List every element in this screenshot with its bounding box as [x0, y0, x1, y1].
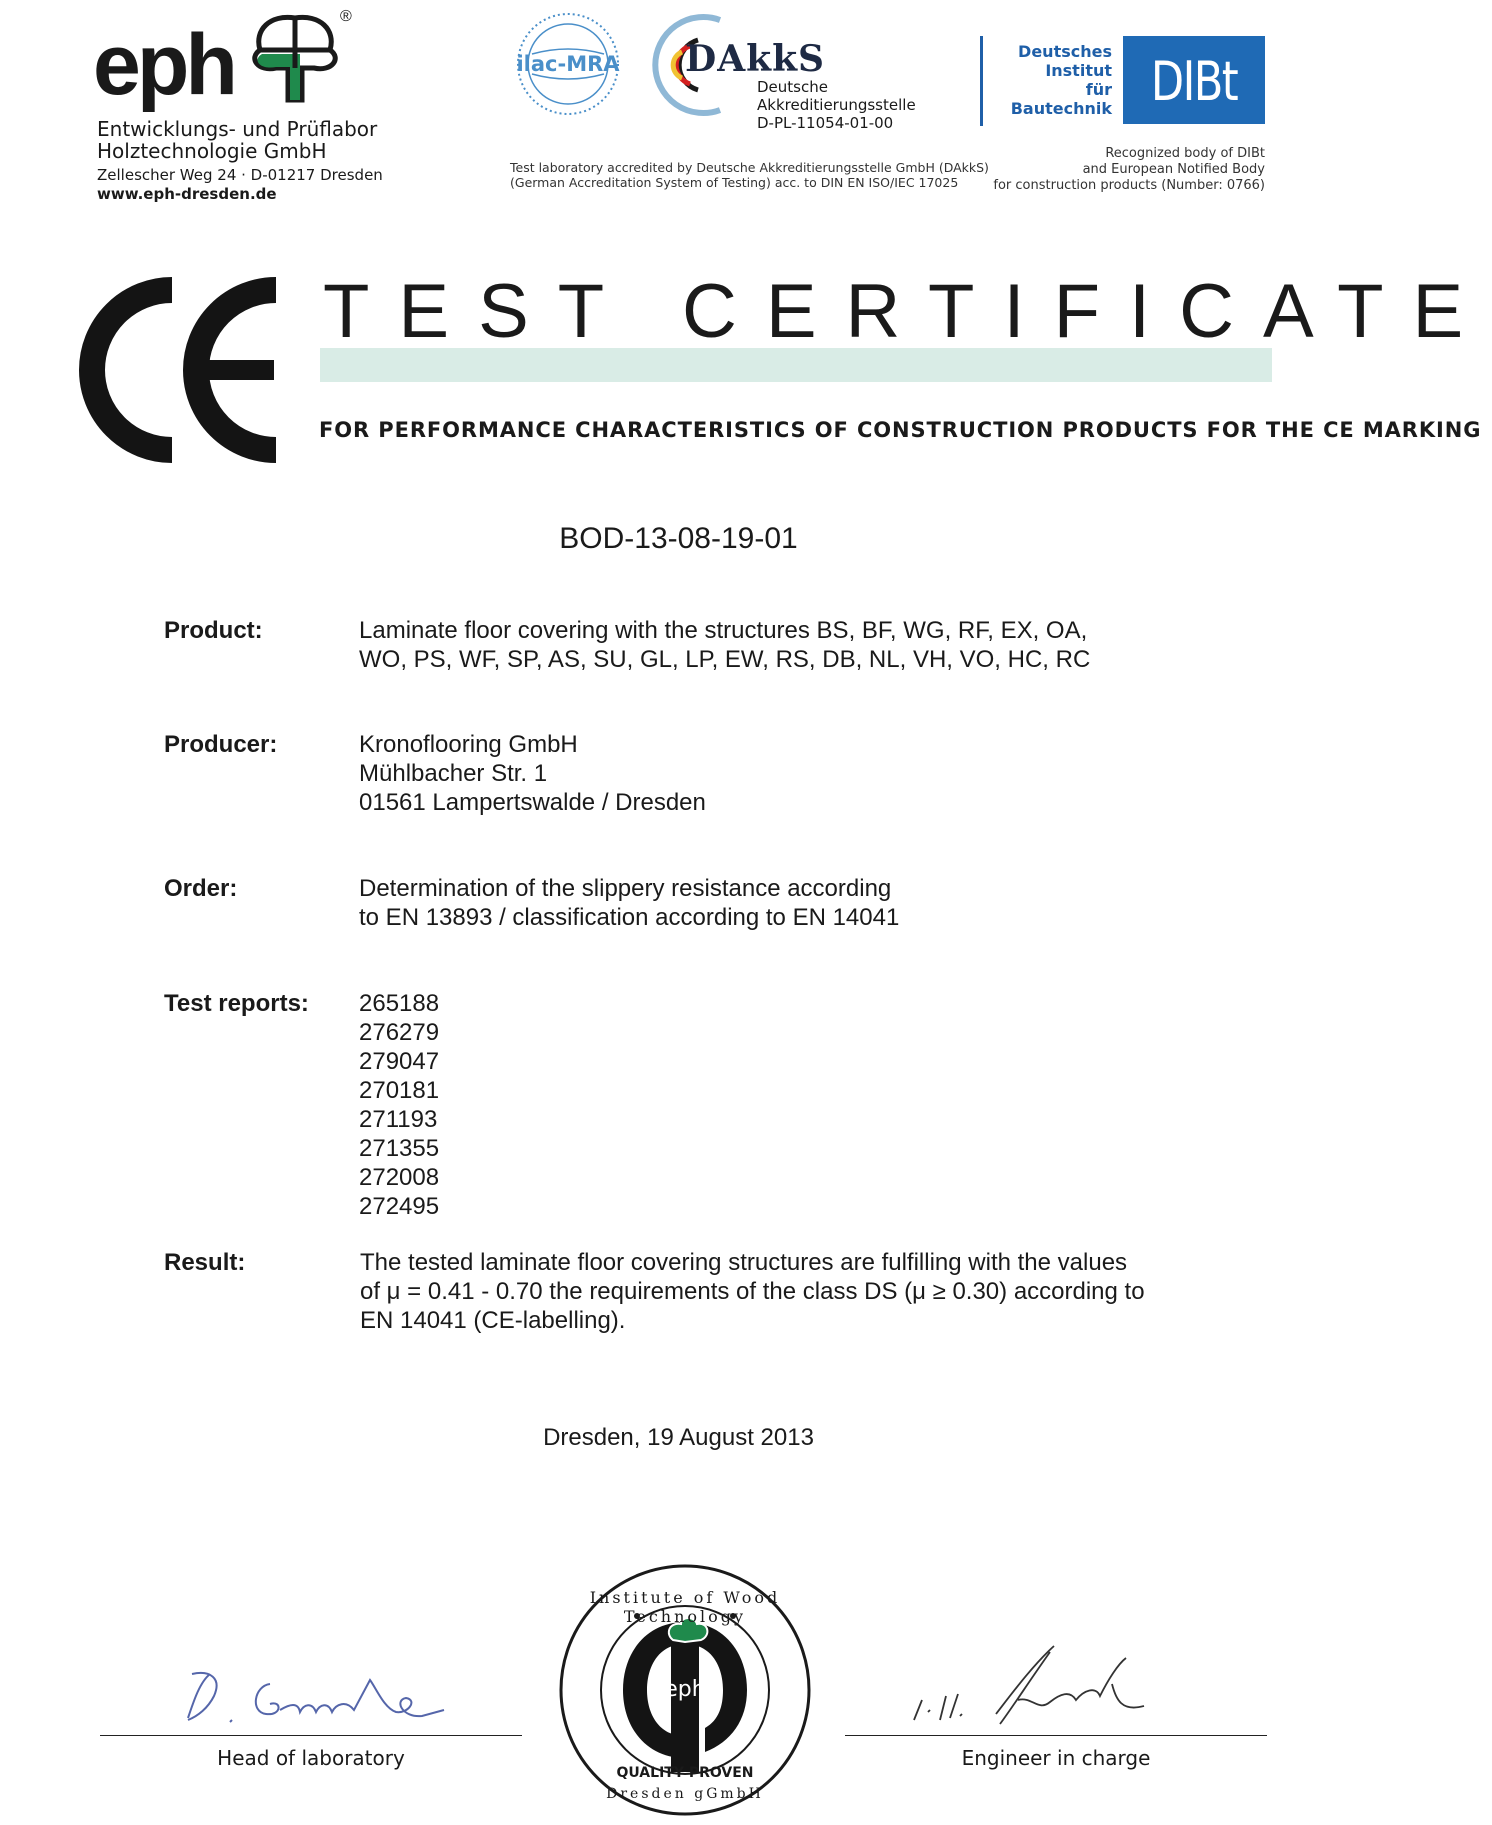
dibt-logo-text: DIBt [1150, 50, 1238, 113]
test-report-number: 276279 [359, 1019, 440, 1046]
test-report-number: 272008 [359, 1164, 440, 1191]
dibt-divider [980, 36, 983, 126]
head-of-laboratory-caption: Head of laboratory [217, 1746, 405, 1770]
dakks-line: Deutsche [757, 78, 828, 96]
dakks-line: D-PL-11054-01-00 [757, 114, 894, 132]
ilac-mra-logo [512, 8, 624, 120]
producer-label: Producer: [164, 731, 278, 758]
producer-line: Kronoflooring GmbH [359, 731, 578, 758]
result-line: EN 14041 (CE-labelling). [360, 1307, 626, 1334]
product-value [359, 616, 1090, 674]
order-line: to EN 13893 / classification according to EN 14041 [359, 904, 900, 931]
dibt-name-line: Deutsches [1018, 42, 1112, 61]
test-reports-label: Test reports: [164, 990, 309, 1017]
eph-address: Zellescher Weg 24 · D-01217 Dresden [97, 166, 383, 184]
eph-tree-icon [240, 10, 350, 110]
certificate-number: BOD-13-08-19-01 [559, 522, 798, 555]
producer-line: Mühlbacher Str. 1 [359, 760, 548, 787]
eph-lab-line: Entwicklungs- und Prüflabor [97, 117, 378, 141]
eph-lab-line: Holztechnologie GmbH [97, 139, 327, 163]
dakks-details [757, 78, 916, 132]
test-report-number: 265188 [359, 990, 440, 1017]
seal-bottom-text: QUALITY PROVEN [616, 1765, 754, 1781]
seal-city-text: Dresden gGmbH [606, 1786, 764, 1802]
dakks-logo-text: DAkkS [685, 38, 826, 80]
order-label: Order: [164, 875, 238, 902]
right-signature-line [845, 1735, 1267, 1736]
left-signature-line [100, 1735, 522, 1736]
engineer-in-charge-caption: Engineer in charge [961, 1746, 1151, 1770]
product-line: WO, PS, WF, SP, AS, SU, GL, LP, EW, RS, DB, NL, VH, VO, HC, RC [359, 646, 1091, 673]
dakks-line: Akkreditierungsstelle [757, 96, 916, 114]
quality-seal [555, 1560, 815, 1809]
seal-top-text: Institute of Wood Technology [589, 1588, 781, 1626]
eph-website: www.eph-dresden.de [97, 185, 277, 203]
order-line: Determination of the slippery resistance according [359, 875, 892, 902]
recognition-line: and European Notified Body [1082, 162, 1265, 177]
left-signature [170, 1660, 460, 1732]
seal-center-text: eph [664, 1677, 706, 1702]
eph-logo [90, 10, 350, 120]
test-report-number: 272495 [359, 1193, 440, 1220]
order-value [359, 874, 899, 932]
certificate-subtitle: FOR PERFORMANCE CHARACTERISTICS OF CONSTRUCTION PRODUCTS FOR THE CE MARKING [319, 418, 1482, 442]
recognition-line: for construction products (Number: 0766) [993, 178, 1265, 193]
result-value [360, 1248, 1145, 1335]
registered-mark: ® [340, 8, 352, 25]
dibt-name-line: Bautechnik [1010, 99, 1112, 118]
producer-value [359, 730, 706, 817]
test-reports-list [359, 989, 439, 1221]
dibt-name [1000, 42, 1112, 118]
eph-logo-text: eph [93, 17, 234, 113]
result-line: The tested laminate floor covering structures are fulfilling with the values [360, 1249, 1128, 1276]
product-line: Laminate floor covering with the structures BS, BF, WG, RF, EX, OA, [359, 617, 1088, 644]
recognition-line: Recognized body of DIBt [1105, 146, 1265, 161]
product-label: Product: [164, 617, 263, 644]
recognition-statement [960, 146, 1265, 194]
ilac-logo-text: ilac-MRA [516, 52, 620, 76]
test-report-number: 270181 [359, 1077, 440, 1104]
place-date: Dresden, 19 August 2013 [543, 1424, 814, 1451]
ce-mark-icon [92, 280, 312, 460]
right-signature [900, 1640, 1170, 1730]
test-report-number: 271193 [359, 1106, 438, 1133]
accreditation-line: (German Accreditation System of Testing) acc. to DIN EN ISO/IEC 17025 [510, 175, 959, 190]
dibt-name-line: Institut [1045, 61, 1112, 80]
result-label: Result: [164, 1249, 246, 1276]
test-report-number: 279047 [359, 1048, 440, 1075]
accreditation-statement [510, 160, 989, 190]
result-line: of μ = 0.41 - 0.70 the requirements of the class DS (μ ≥ 0.30) according to [360, 1278, 1145, 1305]
test-report-number: 271355 [359, 1135, 440, 1162]
certificate-title: TEST CERTIFICATE [323, 269, 1492, 354]
dibt-name-line: für [1085, 80, 1112, 99]
producer-line: 01561 Lampertswalde / Dresden [359, 789, 706, 816]
eph-lab-name [97, 118, 377, 162]
accreditation-line: Test laboratory accredited by Deutsche Akkreditierungsstelle GmbH (DAkkS) [510, 160, 989, 175]
